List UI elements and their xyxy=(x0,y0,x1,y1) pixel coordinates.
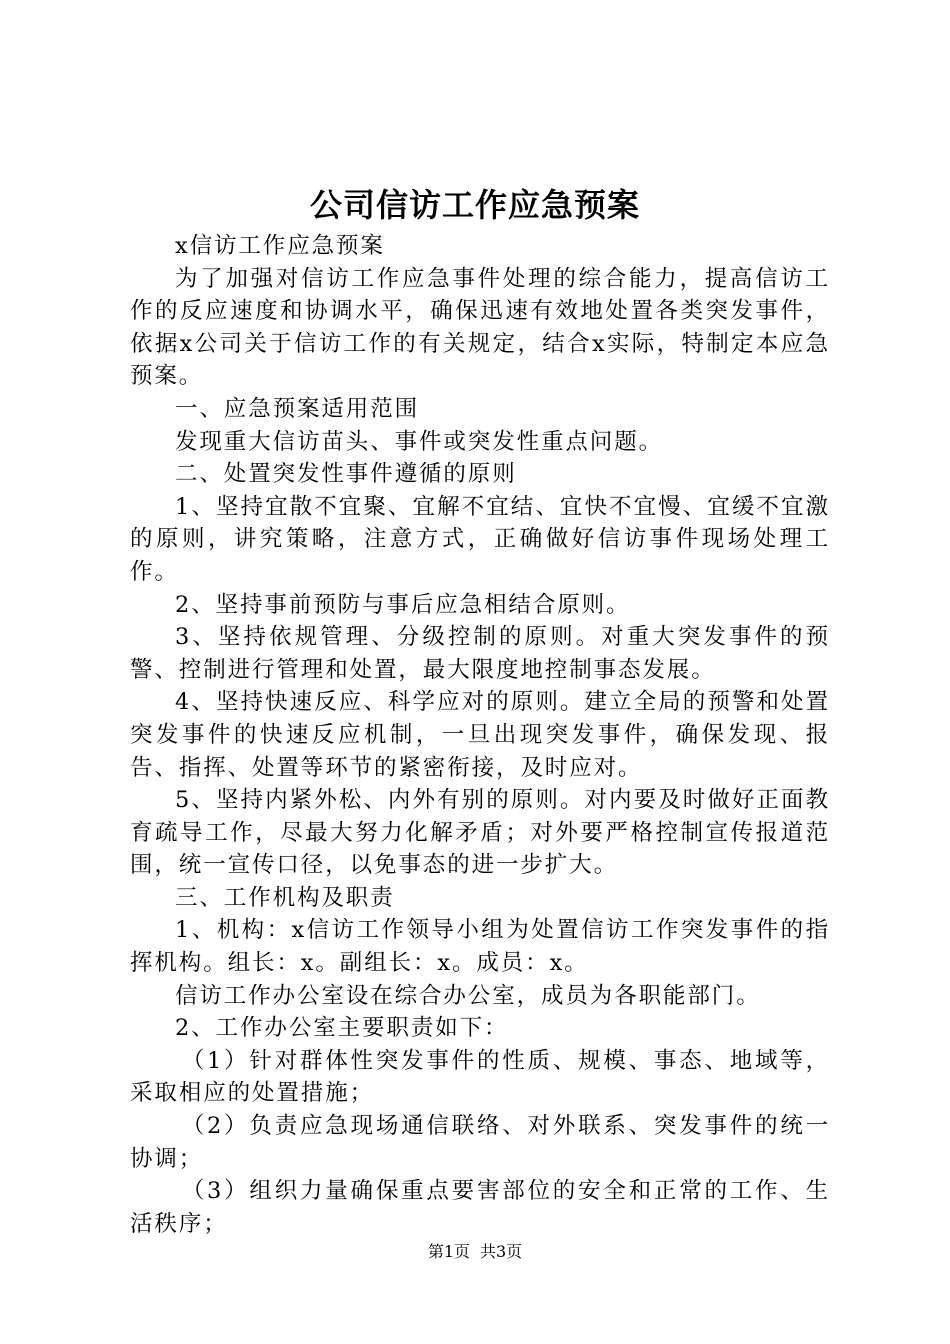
list-item: 2、工作办公室主要职责如下： xyxy=(175,1015,509,1042)
sub-list-item: （2）负责应急现场通信联络、对外联系、突发事件的统一协调； xyxy=(130,1113,830,1172)
list-item: 1、机构：x信访工作领导小组为处置信访工作突发事件的指挥机构。组长：x。副组长：x。成员：x。 xyxy=(130,917,830,977)
list-item: 2、坚持事前预防与事后应急相结合原则。 xyxy=(175,591,631,618)
list-item: 5、坚持内紧外松、内外有别的原则。对内要及时做好正面教育疏导工作，尽最大努力化解矛盾；对外要严格控制宣传报道范围，统一宣传口径，以免事态的进一步扩大。 xyxy=(130,787,830,879)
paragraph: 发现重大信访苗头、事件或突发性重点问题。 xyxy=(175,428,664,455)
paragraph: 为了加强对信访工作应急事件处理的综合能力，提高信访工作的反应速度和协调水平，确保迅速有效地处置各类突发事件，依据x公司关于信访工作的有关规定，结合x实际，特制定本应急预案。 xyxy=(130,265,830,390)
page-footer xyxy=(0,1240,950,1264)
sub-list-item: （3）组织力量确保重点要害部位的安全和正常的工作、生活秩序； xyxy=(130,1178,830,1237)
list-item: 3、坚持依规管理、分级控制的原则。对重大突发事件的预警、控制进行管理和处置，最大限度地控制事态发展。 xyxy=(130,624,830,683)
list-item: 4、坚持快速反应、科学应对的原则。建立全局的预警和处置突发事件的快速反应机制，一旦出现突发事件，确保发现、报告、指挥、处置等环节的紧密衔接，及时应对。 xyxy=(130,689,830,781)
section-heading: 一、应急预案适用范围 xyxy=(175,395,420,422)
section-heading: 二、处置突发性事件遵循的原则 xyxy=(175,461,517,488)
page-number: 第1页 xyxy=(427,1242,470,1261)
sub-list-item: （1）针对群体性突发事件的性质、规模、事态、地域等，采取相应的处置措施； xyxy=(130,1047,830,1107)
paragraph: 信访工作办公室设在综合办公室，成员为各职能部门。 xyxy=(175,982,761,1009)
document-title: 公司信访工作应急预案 xyxy=(309,186,640,224)
document-body xyxy=(130,230,830,1240)
list-item: 1、坚持宜散不宜聚、宜解不宜结、宜快不宜慢、宜缓不宜激的原则，讲究策略，注意方式，正确做好信访事件现场处理工作。 xyxy=(130,493,830,585)
page-total: 共3页 xyxy=(480,1242,523,1261)
paragraph: x信访工作应急预案 xyxy=(175,233,385,259)
section-heading: 三、工作机构及职责 xyxy=(175,884,395,911)
